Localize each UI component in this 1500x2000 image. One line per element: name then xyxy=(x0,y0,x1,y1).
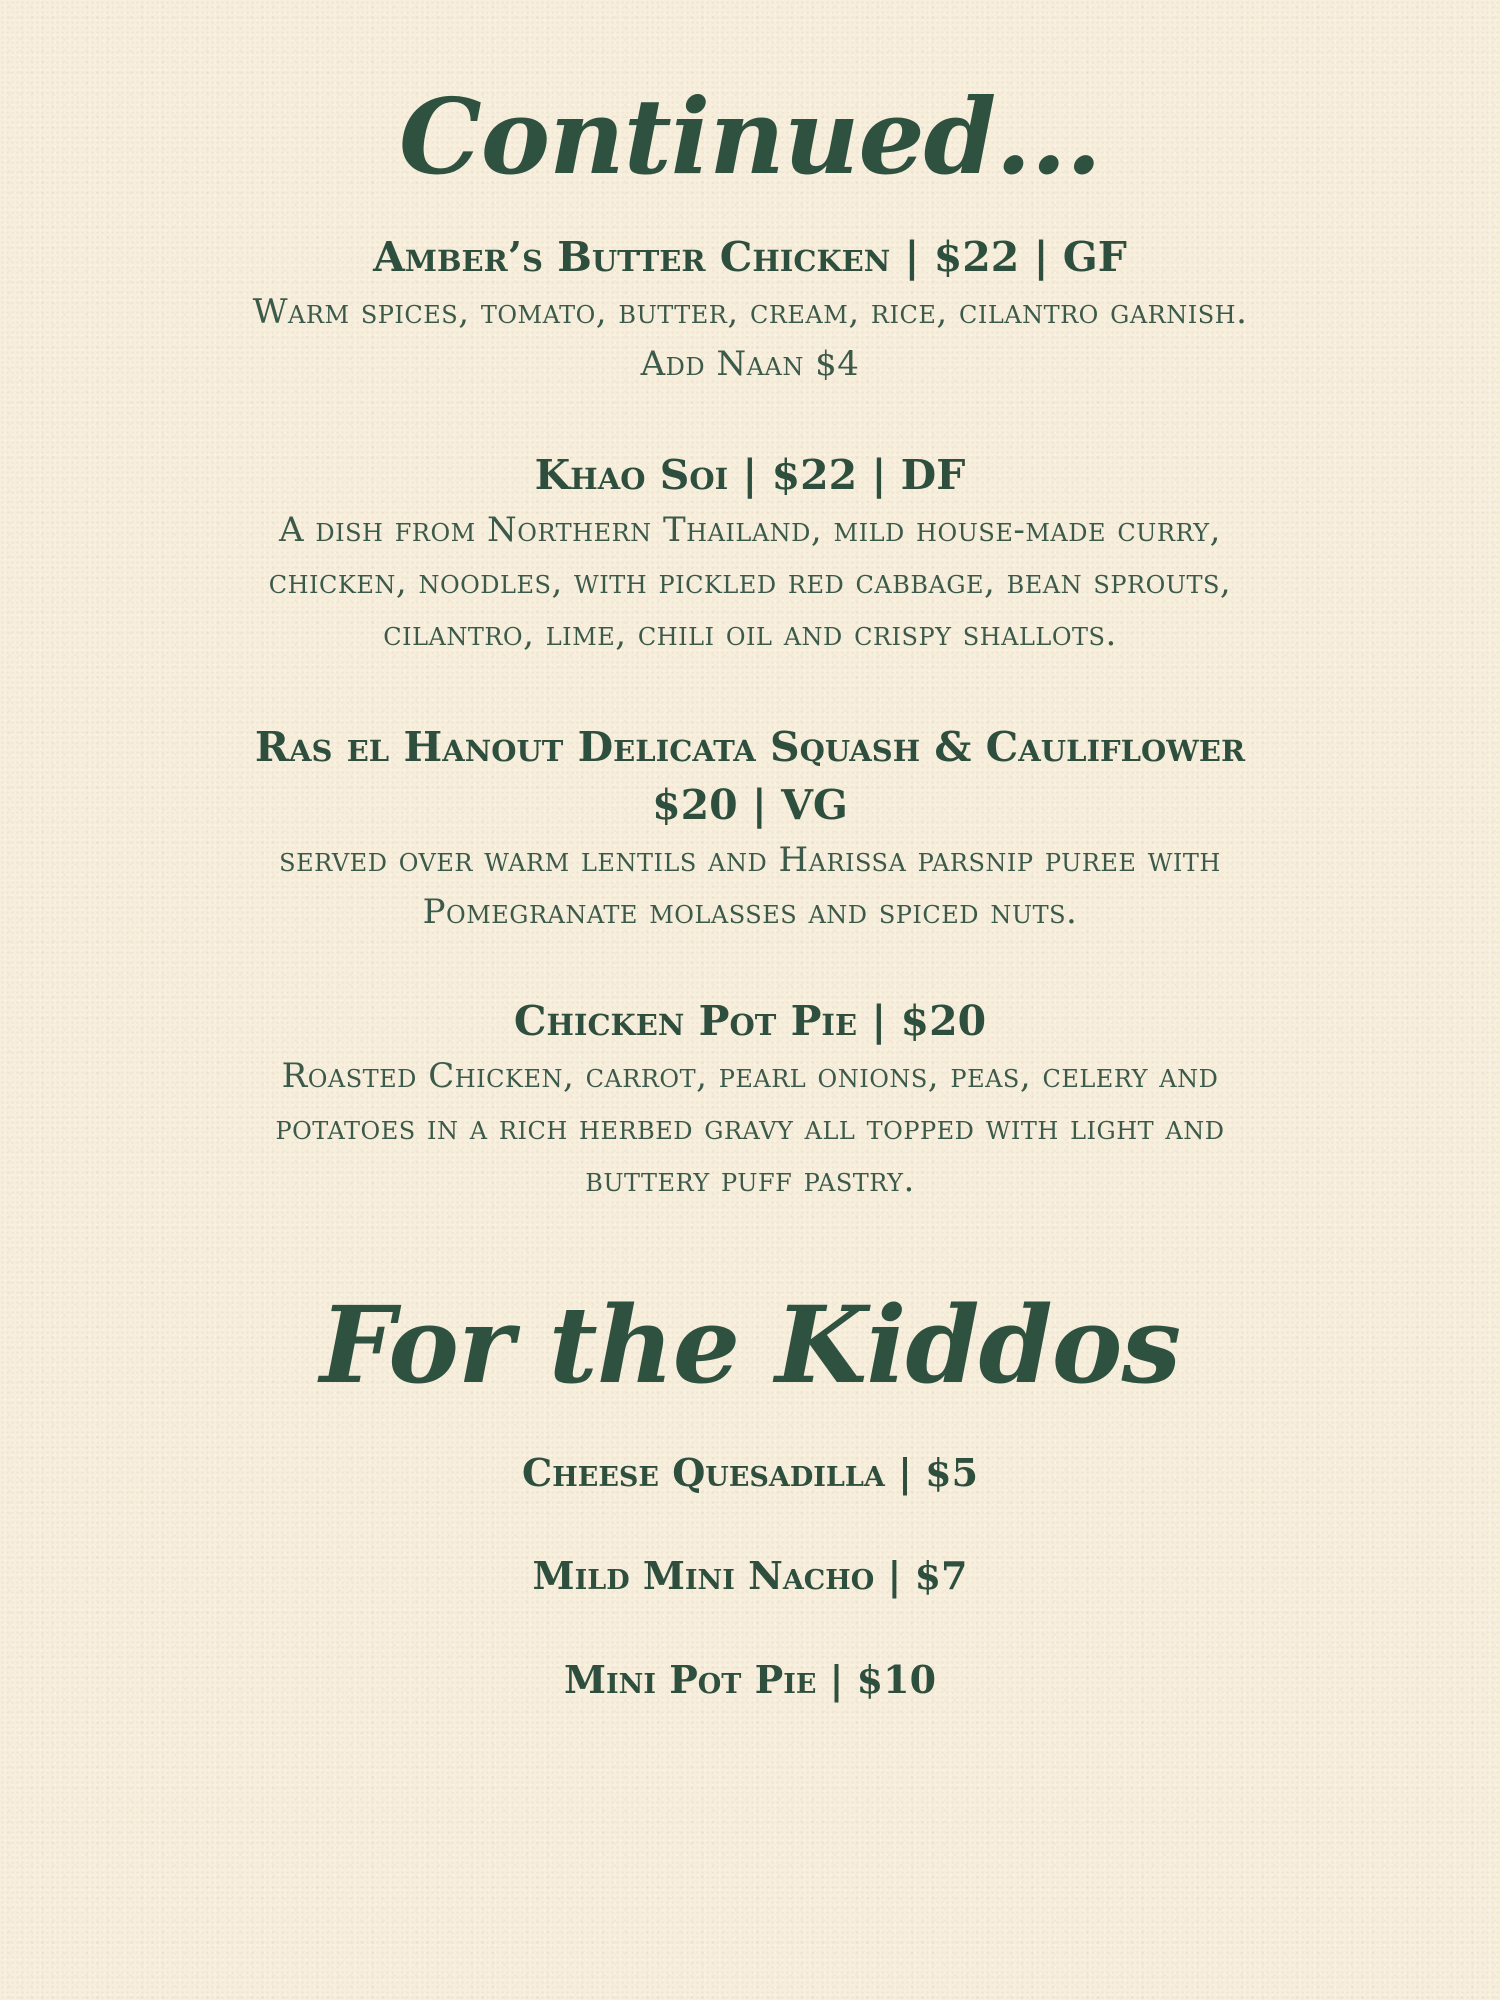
item-name: Ras el Hanout Delicata Squash & Cauliflower xyxy=(254,723,1246,771)
kids-item-mini-nacho: Mild Mini Nacho | $7 xyxy=(532,1553,968,1598)
menu-item-ras-el-hanout xyxy=(100,718,1400,938)
item-description-line: Warm spices, tomato, butter, cream, rice, cilantro garnish. xyxy=(252,292,1248,332)
item-description-line: Add Naan $4 xyxy=(640,344,860,384)
item-price-tags: $20 | VG xyxy=(652,781,848,829)
kiddos-heading: For the Kiddos xyxy=(319,1282,1181,1407)
item-description-line: chicken, noodles, with pickled red cabbage, bean sprouts, xyxy=(268,562,1232,602)
item-description-line: potatoes in a rich herbed gravy all topped with light and xyxy=(275,1108,1225,1148)
item-description-line: cilantro, lime, chili oil and crispy shallots. xyxy=(383,614,1117,654)
item-description-line: A dish from Northern Thailand, mild house-made curry, xyxy=(279,510,1221,550)
item-description-line: Roasted Chicken, carrot, pearl onions, peas, celery and xyxy=(281,1056,1219,1096)
item-description-line: Pomegranate molasses and spiced nuts. xyxy=(422,892,1078,932)
item-description-line: buttery puff pastry. xyxy=(585,1160,915,1200)
item-name: Chicken Pot Pie | $20 xyxy=(513,997,987,1045)
item-description-line: served over warm lentils and Harissa parsnip puree with xyxy=(279,840,1221,880)
kids-item-cheese-quesadilla: Cheese Quesadilla | $5 xyxy=(521,1450,979,1495)
continued-heading: Continued... xyxy=(398,75,1102,198)
menu-item-khao-soi xyxy=(100,446,1400,660)
item-name: Khao Soi | $22 | DF xyxy=(534,451,966,499)
menu-item-chicken-pot-pie xyxy=(100,992,1400,1206)
item-name: Amber’s Butter Chicken | $22 | GF xyxy=(373,233,1127,281)
menu-item-butter-chicken xyxy=(100,228,1400,390)
kids-item-mini-pot-pie: Mini Pot Pie | $10 xyxy=(563,1657,937,1702)
